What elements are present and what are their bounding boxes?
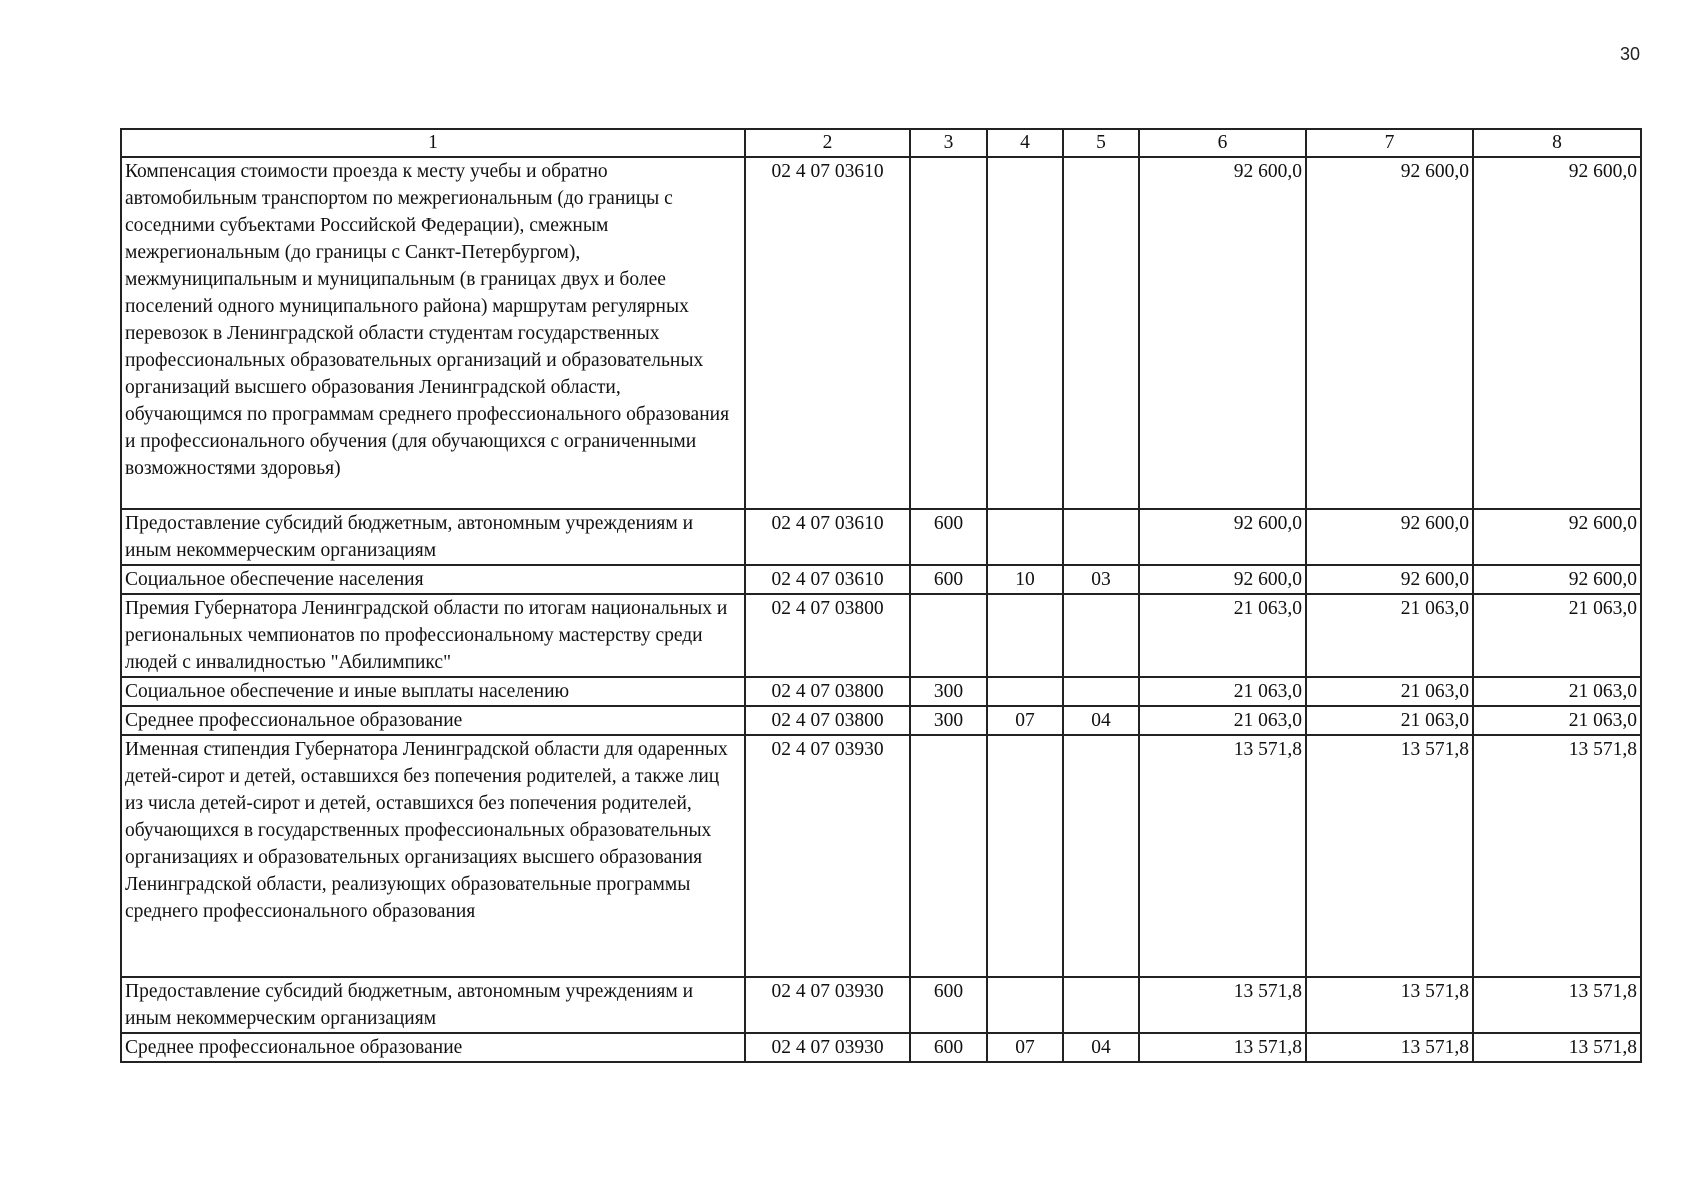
- header-row: [121, 129, 1641, 157]
- amount-col6: 13 571,8: [1139, 977, 1306, 1033]
- amount-col6: 21 063,0: [1139, 677, 1306, 706]
- subsection: [1063, 977, 1139, 1033]
- target-article-code: 02 4 07 03930: [745, 977, 910, 1033]
- row-name: Компенсация стоимости проезда к месту учебы и обратно автомобильным транспортом по межрегиональным (до границы с соседними субъектами Российской Федерации), смежным межрегиональным (до границы с Санкт-Петербургом), межмуниципальным и муниципальным (в границах двух и более поселений одного муниципального района) маршрутам регулярных перевозок в Ленинградской области студентам государственных профессиональных образовательных организаций и образовательных организаций высшего образования Ленинградской области, обучающимся по программам среднего профессионального образования и профессионального обучения (для обучающихся с ограниченными возможностями здоровья): [121, 157, 745, 509]
- row-name: Предоставление субсидий бюджетным, автономным учреждениям и иным некоммерческим организациям: [121, 977, 745, 1033]
- target-article-code: 02 4 07 03610: [745, 509, 910, 565]
- amount-col6: 13 571,8: [1139, 735, 1306, 977]
- amount-col8: 92 600,0: [1473, 565, 1641, 594]
- column-header: 7: [1306, 129, 1473, 157]
- row-name: Социальное обеспечение населения: [121, 565, 745, 594]
- section: [987, 735, 1063, 977]
- row-name: Среднее профессиональное образование: [121, 1033, 745, 1062]
- column-header: 8: [1473, 129, 1641, 157]
- expense-type: 600: [910, 509, 987, 565]
- amount-col7: 21 063,0: [1306, 706, 1473, 735]
- expense-type: 600: [910, 1033, 987, 1062]
- amount-col7: 21 063,0: [1306, 594, 1473, 677]
- amount-col6: 92 600,0: [1139, 157, 1306, 509]
- expense-type: [910, 157, 987, 509]
- table-row: [121, 565, 1641, 594]
- section: 10: [987, 565, 1063, 594]
- amount-col8: 21 063,0: [1473, 706, 1641, 735]
- section: 07: [987, 706, 1063, 735]
- amount-col8: 92 600,0: [1473, 509, 1641, 565]
- amount-col7: 92 600,0: [1306, 509, 1473, 565]
- column-header: 5: [1063, 129, 1139, 157]
- amount-col6: 92 600,0: [1139, 565, 1306, 594]
- section: [987, 509, 1063, 565]
- target-article-code: 02 4 07 03800: [745, 594, 910, 677]
- amount-col7: 92 600,0: [1306, 565, 1473, 594]
- subsection: 03: [1063, 565, 1139, 594]
- page-number: 30: [1620, 44, 1641, 64]
- subsection: 04: [1063, 1033, 1139, 1062]
- amount-col8: 21 063,0: [1473, 677, 1641, 706]
- table-row: [121, 1033, 1641, 1062]
- row-name: Премия Губернатора Ленинградской области по итогам национальных и региональных чемпионатов по профессиональному мастерству среди людей с инвалидностью "Абилимпикс": [121, 594, 745, 677]
- section: [987, 677, 1063, 706]
- row-name: Социальное обеспечение и иные выплаты населению: [121, 677, 745, 706]
- amount-col8: 13 571,8: [1473, 735, 1641, 977]
- target-article-code: 02 4 07 03800: [745, 677, 910, 706]
- amount-col8: 13 571,8: [1473, 977, 1641, 1033]
- target-article-code: 02 4 07 03930: [745, 1033, 910, 1062]
- table-row: [121, 677, 1641, 706]
- expense-type: 600: [910, 977, 987, 1033]
- amount-col7: 21 063,0: [1306, 677, 1473, 706]
- amount-col6: 21 063,0: [1139, 706, 1306, 735]
- column-header: 3: [910, 129, 987, 157]
- table-row: [121, 735, 1641, 977]
- table-row: [121, 977, 1641, 1033]
- amount-col7: 13 571,8: [1306, 735, 1473, 977]
- subsection: [1063, 157, 1139, 509]
- subsection: [1063, 677, 1139, 706]
- column-header: 1: [121, 129, 745, 157]
- section: [987, 977, 1063, 1033]
- amount-col8: 92 600,0: [1473, 157, 1641, 509]
- amount-col7: 13 571,8: [1306, 977, 1473, 1033]
- target-article-code: 02 4 07 03610: [745, 157, 910, 509]
- row-name: Предоставление субсидий бюджетным, автономным учреждениям и иным некоммерческим организациям: [121, 509, 745, 565]
- target-article-code: 02 4 07 03800: [745, 706, 910, 735]
- amount-col7: 13 571,8: [1306, 1033, 1473, 1062]
- section: 07: [987, 1033, 1063, 1062]
- expense-type: 300: [910, 706, 987, 735]
- column-header: 4: [987, 129, 1063, 157]
- target-article-code: 02 4 07 03930: [745, 735, 910, 977]
- column-header: 6: [1139, 129, 1306, 157]
- section: [987, 157, 1063, 509]
- amount-col8: 21 063,0: [1473, 594, 1641, 677]
- amount-col6: 13 571,8: [1139, 1033, 1306, 1062]
- subsection: [1063, 594, 1139, 677]
- table-row: [121, 594, 1641, 677]
- expense-type: 600: [910, 565, 987, 594]
- expense-type: [910, 735, 987, 977]
- amount-col6: 92 600,0: [1139, 509, 1306, 565]
- subsection: [1063, 735, 1139, 977]
- subsection: [1063, 509, 1139, 565]
- row-name: Именная стипендия Губернатора Ленинградской области для одаренных детей-сирот и детей, оставшихся без попечения родителей, а также лиц из числа детей-сирот и детей, оставшихся без попечения родителей, обучающихся в государственных профессиональных образовательных организациях и образовательных организациях высшего образования Ленинградской области, реализующих образовательные программы среднего профессионального образования: [121, 735, 745, 977]
- subsection: 04: [1063, 706, 1139, 735]
- amount-col7: 92 600,0: [1306, 157, 1473, 509]
- table-row: [121, 706, 1641, 735]
- table-row: [121, 509, 1641, 565]
- budget-table: [120, 128, 1642, 1063]
- column-header: 2: [745, 129, 910, 157]
- target-article-code: 02 4 07 03610: [745, 565, 910, 594]
- row-name: Среднее профессиональное образование: [121, 706, 745, 735]
- amount-col8: 13 571,8: [1473, 1033, 1641, 1062]
- expense-type: [910, 594, 987, 677]
- table-row: [121, 157, 1641, 509]
- section: [987, 594, 1063, 677]
- expense-type: 300: [910, 677, 987, 706]
- amount-col6: 21 063,0: [1139, 594, 1306, 677]
